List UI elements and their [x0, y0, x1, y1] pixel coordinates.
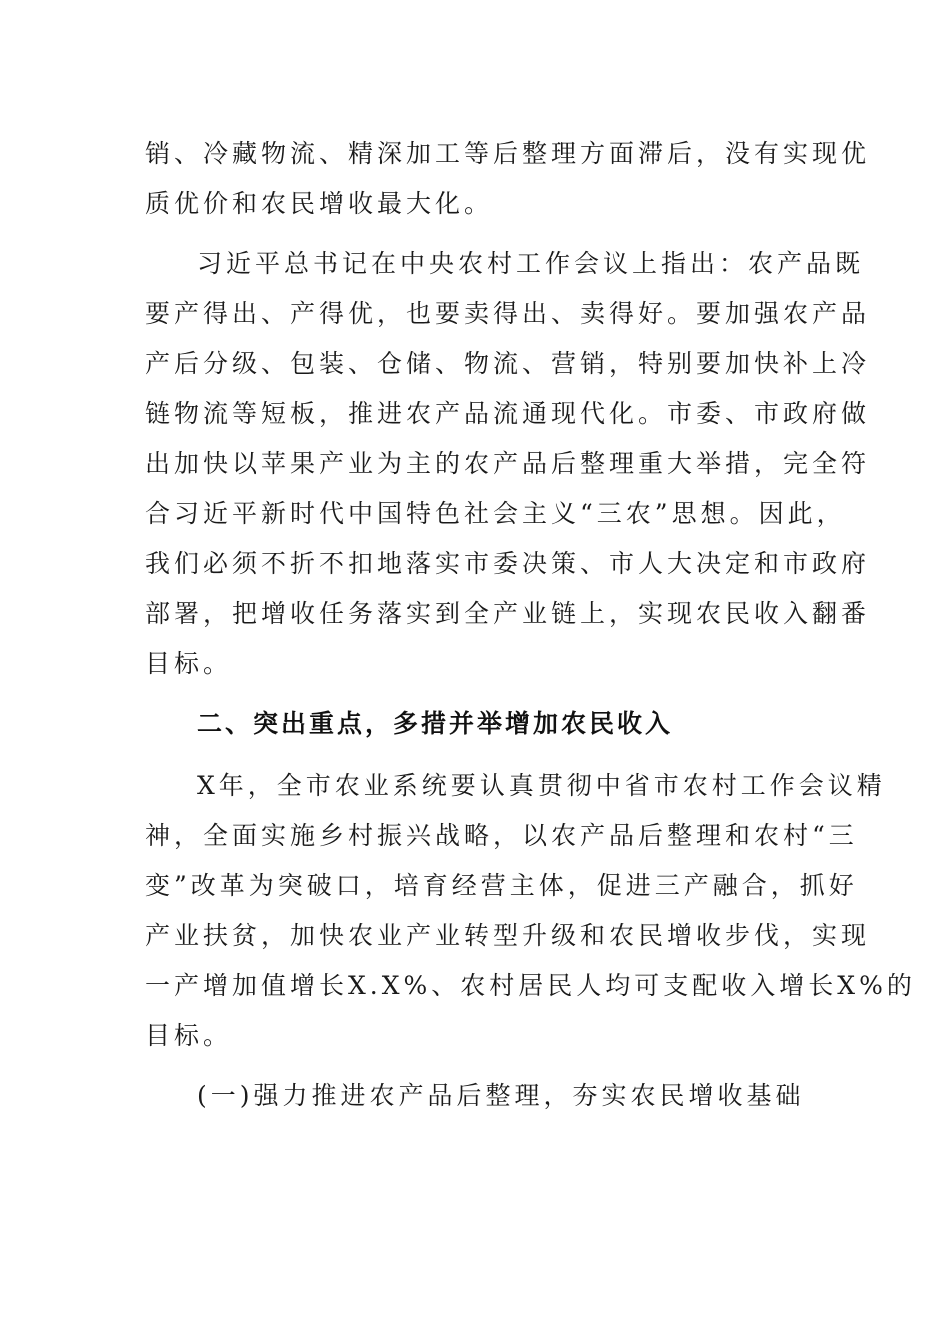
text-line: 产后分级、包装、仓储、物流、营销，特别要加快补上冷 [145, 349, 871, 378]
text-line: 部署，把增收任务落实到全产业链上，实现农民收入翻番 [145, 599, 871, 628]
text-line: 出加快以苹果产业为主的农产品后整理重大举措，完全符 [145, 449, 871, 478]
text-line: 目标。 [145, 1021, 233, 1050]
text-line: 习近平总书记在中央农村工作会议上指出：农产品既 [197, 249, 865, 278]
text-line: 质优价和农民增收最大化。 [145, 189, 494, 218]
text-line: 神，全面实施乡村振兴战略，以农产品后整理和农村“三 [145, 821, 858, 850]
text-line: 我们必须不折不扣地落实市委决策、市人大决定和市政府 [145, 549, 871, 578]
text-line: 要产得出、产得优，也要卖得出、卖得好。要加强农产品 [145, 299, 871, 328]
text-line: 销、冷藏物流、精深加工等后整理方面滞后，没有实现优 [145, 139, 871, 168]
text-line: 产业扶贫，加快农业产业转型升级和农民增收步伐，实现 [145, 921, 871, 950]
text-line: 合习近平新时代中国特色社会主义“三农”思想。因此， [145, 499, 846, 528]
text-line: 链物流等短板，推进农产品流通现代化。市委、市政府做 [145, 399, 871, 428]
section-heading: 二、突出重点，多措并举增加农民收入 [197, 709, 674, 738]
subsection-heading: (一)强力推进农产品后整理，夯实农民增收基础 [197, 1081, 805, 1110]
text-line: 一产增加值增长X.X%、农村居民人均可支配收入增长X%的 [145, 971, 916, 1000]
text-line: 目标。 [145, 649, 233, 678]
text-line: X年，全市农业系统要认真贯彻中省市农村工作会议精 [197, 771, 886, 800]
text-line: 变”改革为突破口，培育经营主体，促进三产融合，抓好 [145, 871, 858, 900]
